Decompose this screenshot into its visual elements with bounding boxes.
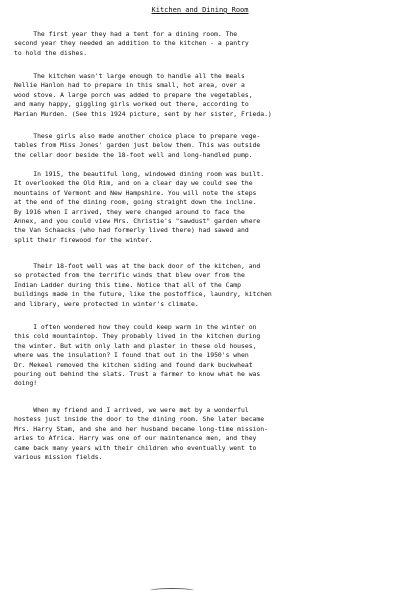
paragraph-line: pouring out behind the slats. Trust a farmer to know what he was bbox=[14, 370, 261, 379]
paragraph-line: where was the insulation? I found that out in the 1950's when bbox=[14, 351, 249, 360]
paragraph-line: It overlooked the Old Rim, and on a clear day we could see the bbox=[14, 179, 253, 188]
paragraph-line: The first year they had a tent for a dining room. The bbox=[14, 30, 238, 38]
paragraph-line: the winter. But with only lath and plaster in these old houses, bbox=[14, 341, 257, 350]
paragraph-line: to hold the dishes. bbox=[14, 48, 88, 57]
paragraph-line: and library, were protected in winter's climate. bbox=[14, 299, 199, 308]
paragraph-line: tables from Miss Jones' garden just below them. This was outside bbox=[14, 141, 261, 150]
paragraph-line: Dr. Mekeel removed the kitchen siding and found dark buckwheat bbox=[14, 360, 253, 369]
paragraph-line: The kitchen wasn't large enough to handle all the meals bbox=[14, 72, 245, 80]
paragraph-line: hostess just inside the door to the dining room. She later became bbox=[14, 415, 265, 424]
paragraph-garden bbox=[14, 132, 394, 160]
paragraph-line: Annex, and you could view Mrs. Christie's "sawdust" garden where bbox=[14, 217, 261, 226]
paragraph-line: Mrs. Harry Stam, and she and her husband became long-time mission- bbox=[14, 424, 268, 433]
paragraph-line: the cellar door beside the 18-foot well and long-handled pump. bbox=[14, 150, 253, 159]
paragraph-arrival bbox=[14, 406, 394, 462]
paragraph-line: the Van Schaacks (who had formerly lived there) had sawed and bbox=[14, 226, 249, 235]
paragraph-line: In 1915, the beautiful long, windowed dining room was built. bbox=[14, 170, 265, 178]
paragraph-line: so protected from the terrific winds that blew over from the bbox=[14, 271, 245, 280]
paragraph-line: Indian Ladder during this time. Notice that all of the Camp bbox=[14, 280, 242, 289]
paragraph-line: When my friend and I arrived, we were met by a wonderful bbox=[14, 406, 249, 414]
paragraph-line: doing! bbox=[14, 379, 38, 388]
paragraph-line: various mission fields. bbox=[14, 453, 103, 462]
paragraph-line: I often wondered how they could keep warm in the winter on bbox=[14, 323, 257, 331]
paragraph-dining-room bbox=[14, 170, 394, 245]
paragraph-line: wood stove. A large porch was added to prepare the vegetables, bbox=[14, 90, 253, 99]
paragraph-line: mountains of Vermont and New Hampshire. You will note the steps bbox=[14, 188, 257, 197]
paragraph-line: second year they needed an addition to the kitchen - a pantry bbox=[14, 39, 249, 48]
paragraph-well bbox=[14, 262, 394, 309]
paragraph-line: By 1916 when I arrived, they were changed around to face the bbox=[14, 207, 245, 216]
paragraph-line: at the end of the dining room, going straight down the incline. bbox=[14, 198, 257, 207]
paragraph-line: buildings made in the future, like the postoffice, laundry, kitchen bbox=[14, 290, 272, 299]
paragraph-line: Marian Murden. (See this 1924 picture, sent by her sister, Frieda.) bbox=[14, 109, 272, 118]
paragraph-line: These girls also made another choice place to prepare vege- bbox=[14, 132, 261, 140]
paragraph-kitchen bbox=[14, 72, 394, 119]
paragraph-line: this cold mountaintop. They probably lived in the kitchen during bbox=[14, 332, 261, 341]
paragraph-line: Their 18-foot well was at the back door of the kitchen, and bbox=[14, 262, 261, 270]
page-bottom-mark bbox=[150, 588, 194, 593]
paragraph-line: came back many years with their children who eventually went to bbox=[14, 443, 257, 452]
paragraph-line: aries to Africa. Harry was one of our maintenance men, and they bbox=[14, 434, 257, 443]
paragraph-line: split their firewood for the winter. bbox=[14, 235, 153, 244]
paragraph-line: Nellie Hanlon had to prepare in this small, hot area, over a bbox=[14, 81, 245, 90]
paragraph-line: and many happy, giggling girls worked out there, according to bbox=[14, 100, 249, 109]
paragraph-tent bbox=[14, 30, 394, 58]
page-title: Kitchen and Dining Room bbox=[151, 6, 249, 14]
paragraph-winter bbox=[14, 323, 394, 389]
